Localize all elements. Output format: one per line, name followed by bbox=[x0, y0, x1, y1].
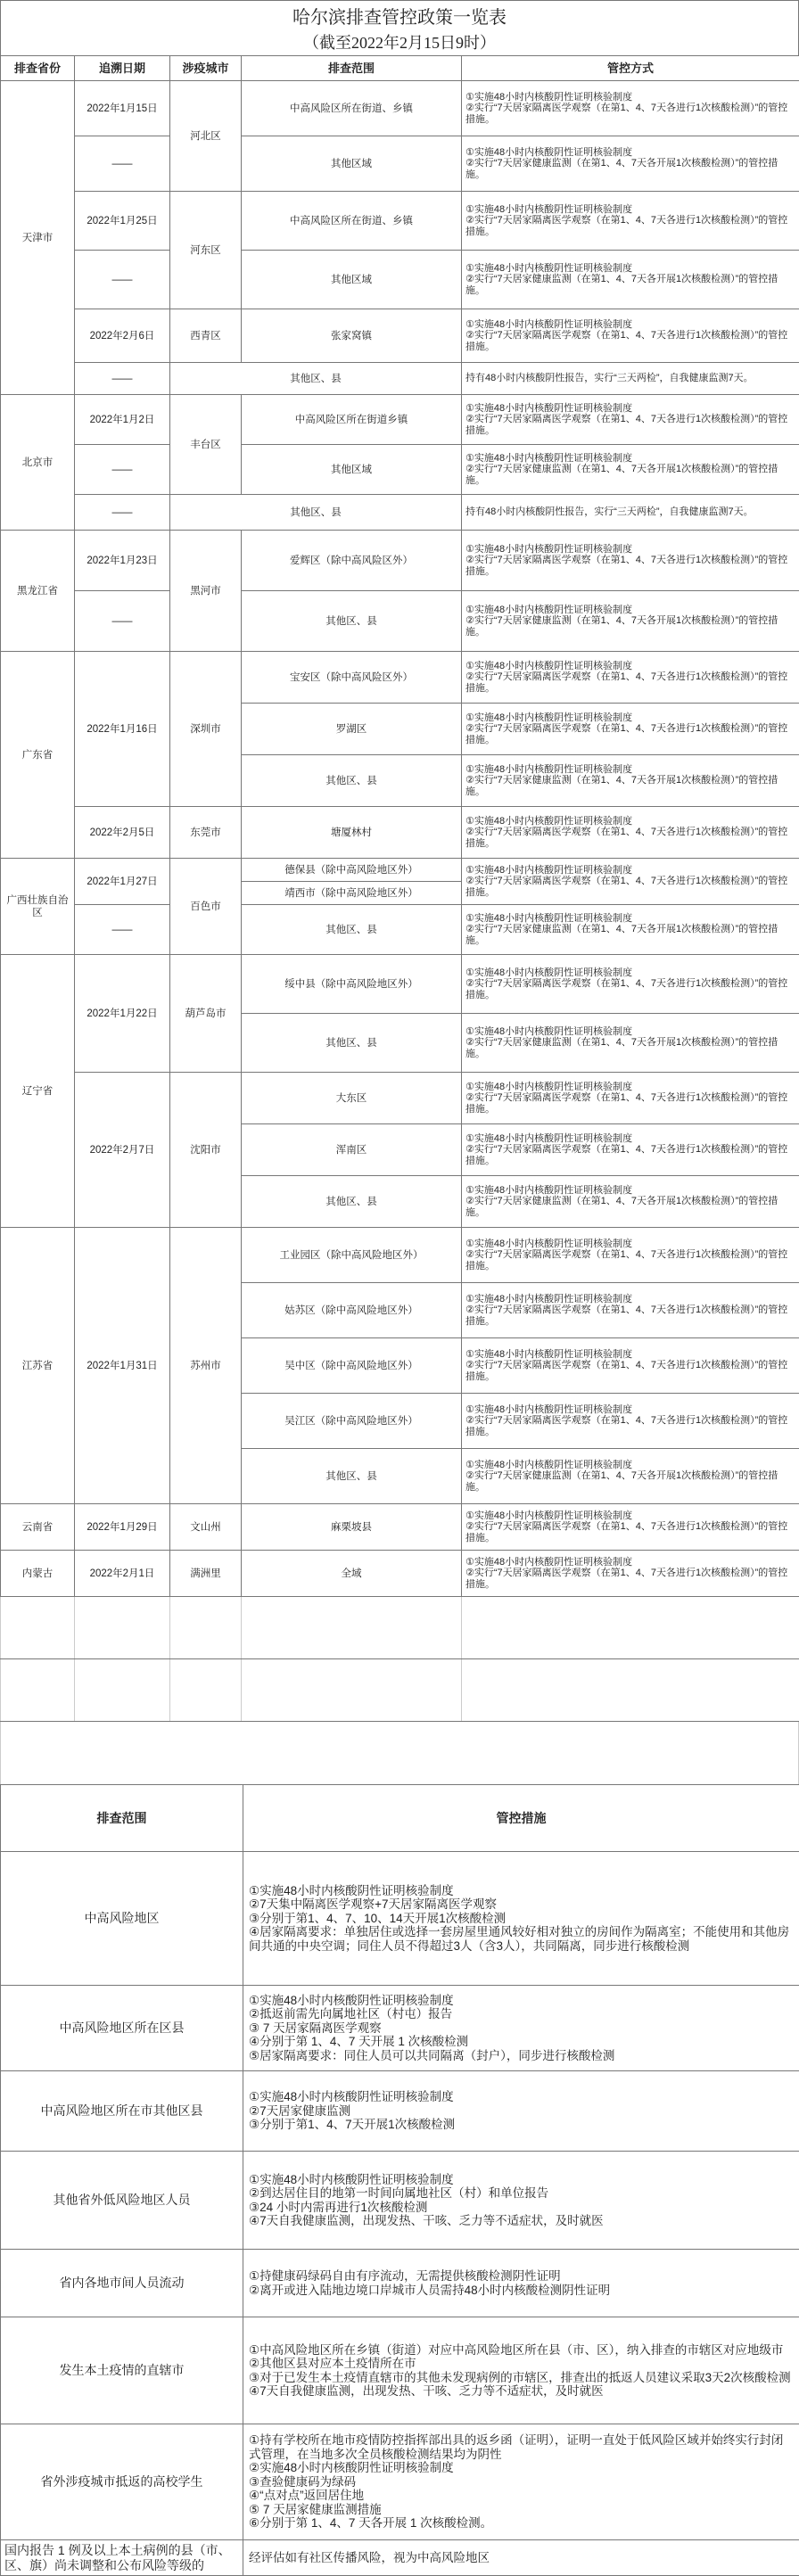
empty-cell bbox=[1, 1597, 75, 1659]
measure-cell bbox=[462, 1504, 799, 1551]
measure-cell bbox=[462, 807, 799, 859]
header-date: 追溯日期 bbox=[75, 56, 170, 81]
measure-text: ①实施48小时内核酸阴性证明核验制度 ②实行“7天居家隔离医学观察（在第1、4、7天各进行1次核酸检测）”的管控措施。 bbox=[465, 1510, 795, 1544]
scope-cell: 张家窝镇 bbox=[242, 309, 462, 363]
city-cell: 西青区 bbox=[170, 309, 242, 363]
date-cell: 2022年1月23日 bbox=[75, 531, 170, 591]
table-row bbox=[1, 1504, 799, 1551]
measure-cell bbox=[243, 2424, 799, 2540]
measure-cell bbox=[243, 2317, 799, 2424]
measure-cell bbox=[462, 136, 799, 192]
scope-cell: 其他区、县 bbox=[170, 363, 462, 395]
empty-cell bbox=[462, 1597, 799, 1659]
header-scope: 排查范围 bbox=[1, 1785, 243, 1852]
measure-cell bbox=[462, 859, 799, 905]
table-row bbox=[1, 81, 799, 136]
measure-cell bbox=[462, 309, 799, 363]
date-cell: 2022年1月16日 bbox=[75, 652, 170, 807]
measure-text: ①实施48小时内核酸阴性证明核验制度 ②实行“7天居家隔离医学观察（在第1、4、7天各进行1次核酸检测）”的管控措施。 bbox=[465, 92, 795, 126]
measure-cell bbox=[462, 1394, 799, 1449]
table-row bbox=[1, 2540, 799, 2576]
table-row bbox=[1, 1551, 799, 1597]
scope-cell: 中高风险区所在街道乡镇 bbox=[242, 395, 462, 445]
table-row bbox=[1, 2317, 799, 2424]
scope-cell: 省外涉疫城市抵返的高校学生 bbox=[1, 2424, 243, 2540]
measure-text: ①实施48小时内核酸阴性证明核验制度 ②实行“7天居家隔离医学观察（在第1、4、7天各进行1次核酸检测）”的管控措施。 bbox=[465, 967, 795, 1001]
scope-cell: 全域 bbox=[242, 1551, 462, 1597]
header-scope: 排查范围 bbox=[242, 56, 462, 81]
empty-row bbox=[1, 1597, 799, 1659]
province-cell: 内蒙古 bbox=[1, 1551, 75, 1597]
scope-cell: 其他区、县 bbox=[242, 755, 462, 807]
measure-cell bbox=[243, 2071, 799, 2152]
measure-text: ①实施48小时内核酸阴性证明核验制度 ②实行“7天居家健康监测（在第1、4、7天各开展1次核酸检测）”的管控措施。 bbox=[465, 1026, 795, 1060]
scope-cell: 其他区域 bbox=[242, 251, 462, 309]
province-cell: 黑龙江省 bbox=[1, 531, 75, 652]
province-cell: 云南省 bbox=[1, 1504, 75, 1551]
header-measures: 管控方式 bbox=[462, 56, 799, 81]
scope-cell: 国内报告 1 例及以上本土病例的县（市、区、旗）尚未调整和公布风险等级的 bbox=[1, 2540, 243, 2576]
table-row bbox=[1, 251, 799, 309]
date-cell: 2022年1月31日 bbox=[75, 1228, 170, 1504]
measure-text: ①实施48小时内核酸阴性证明核验制度 ②实行“7天居家健康监测（在第1、4、7天各开展1次核酸检测）”的管控措施。 bbox=[465, 147, 795, 181]
measure-text: ①实施48小时内核酸阴性证明核验制度 ②实行“7天居家隔离医学观察（在第1、4、7天各进行1次核酸检测）”的管控措施。 bbox=[465, 403, 795, 437]
table-row bbox=[1, 531, 799, 591]
date-cell: —— bbox=[75, 136, 170, 192]
scope-cell: 靖西市（除中高风险地区外） bbox=[242, 882, 462, 905]
measure-cell bbox=[462, 652, 799, 704]
measure-cell bbox=[462, 1014, 799, 1073]
table-row bbox=[1, 859, 799, 882]
measure-text: 持有48小时内核酸阴性报告，实行“三天两检”，自我健康监测7天。 bbox=[465, 373, 795, 384]
measure-cell bbox=[462, 1338, 799, 1394]
measure-text: ①实施48小时内核酸阴性证明核验制度 ②7天集中隔离医学观察+7天居家隔离医学观察 ③分别于第1、4、7、10、14天开展1次核酸检测 ④居家隔离要求：单独居住或选择一套房屋里通风较好相对独立的房间作为隔离室；不能使用和其他房间共通的中央空调；同住人员不得超过3人（含3人），共同隔离，同步进行核酸检测 bbox=[249, 1884, 794, 1954]
scope-cell: 罗湖区 bbox=[242, 704, 462, 755]
city-cell: 葫芦岛市 bbox=[170, 955, 242, 1073]
scope-cell: 其他区、县 bbox=[242, 1014, 462, 1073]
table-row bbox=[1, 807, 799, 859]
province-cell: 广东省 bbox=[1, 652, 75, 859]
scope-cell: 中高风险地区所在区县 bbox=[1, 1986, 243, 2071]
measure-cell bbox=[462, 1176, 799, 1228]
scope-cell: 爱辉区（除中高风险区外） bbox=[242, 531, 462, 591]
spacer bbox=[0, 1722, 799, 1784]
measure-cell bbox=[462, 1283, 799, 1338]
measure-cell bbox=[462, 905, 799, 955]
measure-cell bbox=[243, 2152, 799, 2250]
table-row bbox=[1, 1073, 799, 1124]
measure-text: ①实施48小时内核酸阴性证明核验制度 ②实行“7天居家健康监测（在第1、4、7天各开展1次核酸检测）”的管控措施。 bbox=[465, 913, 795, 947]
scope-cell: 宝安区（除中高风险区外） bbox=[242, 652, 462, 704]
city-cell: 丰台区 bbox=[170, 395, 242, 495]
date-cell: 2022年1月2日 bbox=[75, 395, 170, 445]
measure-cell bbox=[462, 531, 799, 591]
date-cell: —— bbox=[75, 363, 170, 395]
scope-cell: 吴中区（除中高风险地区外） bbox=[242, 1338, 462, 1394]
table-row bbox=[1, 2071, 799, 2152]
scope-cell: 中高风险区所在街道、乡镇 bbox=[242, 81, 462, 136]
city-cell: 黑河市 bbox=[170, 531, 242, 652]
scope-cell: 麻栗坡县 bbox=[242, 1504, 462, 1551]
measure-cell bbox=[462, 955, 799, 1014]
date-cell: —— bbox=[75, 495, 170, 531]
measure-text: ①实施48小时内核酸阴性证明核验制度 ②实行“7天居家隔离医学观察（在第1、4、7天各进行1次核酸检测）”的管控措施。 bbox=[465, 1133, 795, 1167]
empty-cell bbox=[462, 1659, 799, 1722]
table-row bbox=[1, 192, 799, 251]
header-province: 排查省份 bbox=[1, 56, 75, 81]
measure-text: ①中高风险地区所在乡镇（街道）对应中高风险地区所在县（市、区），纳入排查的市辖区对应地级市 ②其他区县对应本土疫情所在市 ③对于已发生本土疫情直辖市的其他未发现病例的市辖区，排查出的抵返人员建议采取3天2次核酸检测 ④7天自我健康监测，出现发热、干咳、乏力等不适症状，及时就医 bbox=[249, 2343, 794, 2399]
measure-text: ①实施48小时内核酸阴性证明核验制度 ②实行“7天居家隔离医学观察（在第1、4、7天各进行1次核酸检测）”的管控措施。 bbox=[465, 204, 795, 238]
measure-text: ①实施48小时内核酸阴性证明核验制度 ②实行“7天居家隔离医学观察（在第1、4、7天各进行1次核酸检测）”的管控措施。 bbox=[465, 661, 795, 695]
measure-text: ①实施48小时内核酸阴性证明核验制度 ②实行“7天居家隔离医学观察（在第1、4、7天各进行1次核酸检测）”的管控措施。 bbox=[465, 712, 795, 746]
measure-cell bbox=[462, 704, 799, 755]
measures-table bbox=[0, 1784, 799, 2576]
table-row bbox=[1, 905, 799, 955]
measure-text: ①实施48小时内核酸阴性证明核验制度 ②实行“7天居家隔离医学观察（在第1、4、7天各进行1次核酸检测）”的管控措施。 bbox=[465, 1404, 795, 1438]
table-row bbox=[1, 1852, 799, 1986]
measure-text: ①持健康码绿码自由有序流动，无需提供核酸检测阴性证明 ②离开或进入陆地边境口岸城市人员需持48小时内核酸检测阴性证明 bbox=[249, 2269, 794, 2297]
table-row bbox=[1, 309, 799, 363]
scope-cell: 吴江区（除中高风险地区外） bbox=[242, 1394, 462, 1449]
measure-cell bbox=[462, 1551, 799, 1597]
empty-row bbox=[1, 1659, 799, 1722]
province-cell: 辽宁省 bbox=[1, 955, 75, 1228]
measure-text: ①实施48小时内核酸阴性证明核验制度 ②实行“7天居家隔离医学观察（在第1、4、7天各进行1次核酸检测）”的管控措施。 bbox=[465, 1239, 795, 1272]
table-row bbox=[1, 2250, 799, 2317]
measure-cell bbox=[462, 192, 799, 251]
measure-text: ①实施48小时内核酸阴性证明核验制度 ②实行“7天居家隔离医学观察（在第1、4、7天各进行1次核酸检测）”的管控措施。 bbox=[465, 865, 795, 899]
date-cell: 2022年1月25日 bbox=[75, 192, 170, 251]
date-cell: 2022年2月5日 bbox=[75, 807, 170, 859]
table-row bbox=[1, 591, 799, 652]
city-cell: 深圳市 bbox=[170, 652, 242, 807]
scope-cell: 其他区、县 bbox=[242, 1449, 462, 1504]
empty-cell bbox=[75, 1597, 170, 1659]
policy-table bbox=[0, 55, 799, 1722]
measure-cell bbox=[462, 395, 799, 445]
province-cell: 天津市 bbox=[1, 81, 75, 395]
title-block bbox=[0, 0, 799, 55]
scope-cell: 其他区域 bbox=[242, 136, 462, 192]
scope-cell: 工业园区（除中高风险地区外） bbox=[242, 1228, 462, 1283]
scope-cell: 姑苏区（除中高风险地区外） bbox=[242, 1283, 462, 1338]
measure-cell bbox=[243, 2250, 799, 2317]
empty-cell bbox=[170, 1659, 242, 1722]
measure-text: ①实施48小时内核酸阴性证明核验制度 ②实行“7天居家健康监测（在第1、4、7天各开展1次核酸检测）”的管控措施。 bbox=[465, 764, 795, 798]
table-row bbox=[1, 2152, 799, 2250]
date-cell: 2022年2月6日 bbox=[75, 309, 170, 363]
table-row bbox=[1, 445, 799, 495]
date-cell: —— bbox=[75, 905, 170, 955]
date-cell: 2022年2月7日 bbox=[75, 1073, 170, 1228]
date-cell: —— bbox=[75, 445, 170, 495]
table-row bbox=[1, 1986, 799, 2071]
measure-text: 经评估如有社区传播风险，视为中高风险地区 bbox=[249, 2551, 794, 2565]
province-cell: 广西壮族自治区 bbox=[1, 859, 75, 955]
scope-cell: 其他区域 bbox=[242, 445, 462, 495]
measure-cell bbox=[462, 1073, 799, 1124]
scope-cell: 浑南区 bbox=[242, 1124, 462, 1176]
date-cell: 2022年2月1日 bbox=[75, 1551, 170, 1597]
empty-cell bbox=[242, 1659, 462, 1722]
province-cell: 北京市 bbox=[1, 395, 75, 531]
table-row bbox=[1, 652, 799, 704]
province-cell: 江苏省 bbox=[1, 1228, 75, 1504]
header-city: 涉疫城市 bbox=[170, 56, 242, 81]
scope-cell: 德保县（除中高风险地区外） bbox=[242, 859, 462, 882]
measure-cell bbox=[462, 1228, 799, 1283]
measure-cell bbox=[462, 591, 799, 652]
measure-cell bbox=[462, 445, 799, 495]
measure-cell bbox=[462, 81, 799, 136]
city-cell: 苏州市 bbox=[170, 1228, 242, 1504]
table-row bbox=[1, 1228, 799, 1283]
empty-cell bbox=[75, 1659, 170, 1722]
scope-cell: 塘厦林村 bbox=[242, 807, 462, 859]
measure-text: ①实施48小时内核酸阴性证明核验制度 ②实行“7天居家隔离医学观察（在第1、4、7天各进行1次核酸检测）”的管控措施。 bbox=[465, 544, 795, 578]
table-row bbox=[1, 495, 799, 531]
scope-cell: 其他区、县 bbox=[242, 1176, 462, 1228]
scope-cell: 其他区、县 bbox=[242, 591, 462, 652]
table-header-row bbox=[1, 56, 799, 81]
date-cell: —— bbox=[75, 251, 170, 309]
measure-cell bbox=[462, 495, 799, 531]
city-cell: 河东区 bbox=[170, 192, 242, 309]
date-cell: 2022年1月29日 bbox=[75, 1504, 170, 1551]
table-row bbox=[1, 955, 799, 1014]
measure-text: ①实施48小时内核酸阴性证明核验制度 ②实行“7天居家健康监测（在第1、4、7天各开展1次核酸检测）”的管控措施。 bbox=[465, 453, 795, 487]
city-cell: 文山州 bbox=[170, 1504, 242, 1551]
measure-text: ①实施48小时内核酸阴性证明核验制度 ②实行“7天居家隔离医学观察（在第1、4、7天各进行1次核酸检测）”的管控措施。 bbox=[465, 1557, 795, 1591]
measure-text: ①实施48小时内核酸阴性证明核验制度 ②实行“7天居家隔离医学观察（在第1、4、7天各进行1次核酸检测）”的管控措施。 bbox=[465, 319, 795, 353]
empty-cell bbox=[170, 1597, 242, 1659]
empty-cell bbox=[242, 1597, 462, 1659]
measure-text: ①实施48小时内核酸阴性证明核验制度 ②实行“7天居家隔离医学观察（在第1、4、7天各进行1次核酸检测）”的管控措施。 bbox=[465, 1082, 795, 1115]
scope-cell: 中高风险地区所在市其他区县 bbox=[1, 2071, 243, 2152]
measure-text: ①实施48小时内核酸阴性证明核验制度 ②实行“7天居家健康监测（在第1、4、7天各开展1次核酸检测）”的管控措施。 bbox=[465, 605, 795, 638]
table-row bbox=[1, 363, 799, 395]
measure-text: ①持有学校所在地市疫情防控指挥部出具的返乡函（证明），证明一直处于低风险区域并始终实行封闭式管理，在当地多次全员核酸检测结果均为阴性 ②实施48小时内核酸阴性证明核验制度 ③查验健康码为绿码 ④“点对点”返回居住地 ⑤ 7 天居家健康监测措施 ⑥分别于第 1、4、7 天各开展 1 次核酸检测。 bbox=[249, 2433, 794, 2531]
table-row bbox=[1, 2424, 799, 2540]
scope-cell: 其他区、县 bbox=[170, 495, 462, 531]
measure-text: ①实施48小时内核酸阴性证明核验制度 ②抵返前需先向属地社区（村屯）报告 ③ 7 天居家隔离医学观察 ④分别于第 1、4、7 天开展 1 次核酸检测 ⑤居家隔离要求：同住人员可以共同隔离（封户），同步进行核酸检测 bbox=[249, 1994, 794, 2063]
measure-text: ①实施48小时内核酸阴性证明核验制度 ②7天居家健康监测 ③分别于第1、4、7天开展1次核酸检测 bbox=[249, 2090, 794, 2132]
scope-cell: 其他区、县 bbox=[242, 905, 462, 955]
measure-cell bbox=[243, 2540, 799, 2576]
empty-cell bbox=[1, 1659, 75, 1722]
measure-text: ①实施48小时内核酸阴性证明核验制度 ②实行“7天居家健康监测（在第1、4、7天各开展1次核酸检测）”的管控措施。 bbox=[465, 263, 795, 297]
scope-cell: 发生本土疫情的直辖市 bbox=[1, 2317, 243, 2424]
city-cell: 沈阳市 bbox=[170, 1073, 242, 1228]
scope-cell: 绥中县（除中高风险地区外） bbox=[242, 955, 462, 1014]
header-measures: 管控措施 bbox=[243, 1785, 799, 1852]
measure-text: ①实施48小时内核酸阴性证明核验制度 ②实行“7天居家健康监测（在第1、4、7天各开展1次核酸检测）”的管控措施。 bbox=[465, 1460, 795, 1494]
table-header-row bbox=[1, 1785, 799, 1852]
scope-cell: 其他省外低风险地区人员 bbox=[1, 2152, 243, 2250]
measure-text: 持有48小时内核酸阴性报告，实行“三天两检”，自我健康监测7天。 bbox=[465, 506, 795, 518]
measure-cell bbox=[462, 363, 799, 395]
measure-cell bbox=[462, 251, 799, 309]
measure-cell bbox=[243, 1852, 799, 1986]
city-cell: 满洲里 bbox=[170, 1551, 242, 1597]
city-cell: 河北区 bbox=[170, 81, 242, 192]
measure-text: ①实施48小时内核酸阴性证明核验制度 ②实行“7天居家隔离医学观察（在第1、4、7天各进行1次核酸检测）”的管控措施。 bbox=[465, 1349, 795, 1383]
measure-cell bbox=[243, 1986, 799, 2071]
scope-cell: 大东区 bbox=[242, 1073, 462, 1124]
city-cell: 百色市 bbox=[170, 859, 242, 955]
date-cell: 2022年1月27日 bbox=[75, 859, 170, 905]
date-cell: 2022年1月22日 bbox=[75, 955, 170, 1073]
measure-text: ①实施48小时内核酸阴性证明核验制度 ②到达居住目的地第一时间向属地社区（村）和单位报告 ③24 小时内需再进行1次核酸检测 ④7天自我健康监测，出现发热、干咳、乏力等不适症状，及时就医 bbox=[249, 2173, 794, 2228]
scope-cell: 中高风险区所在街道、乡镇 bbox=[242, 192, 462, 251]
date-cell: —— bbox=[75, 591, 170, 652]
measure-cell bbox=[462, 1449, 799, 1504]
scope-cell: 省内各地市间人员流动 bbox=[1, 2250, 243, 2317]
page-title: 哈尔滨排查管控政策一览表 bbox=[1, 1, 798, 31]
table-row bbox=[1, 136, 799, 192]
date-cell: 2022年1月15日 bbox=[75, 81, 170, 136]
measure-text: ①实施48小时内核酸阴性证明核验制度 ②实行“7天居家隔离医学观察（在第1、4、7天各进行1次核酸检测）”的管控措施。 bbox=[465, 816, 795, 850]
page-subtitle: （截至2022年2月15日9时） bbox=[1, 31, 798, 54]
measure-text: ①实施48小时内核酸阴性证明核验制度 ②实行“7天居家健康监测（在第1、4、7天各开展1次核酸检测）”的管控措施。 bbox=[465, 1185, 795, 1219]
scope-cell: 中高风险地区 bbox=[1, 1852, 243, 1986]
measure-text: ①实施48小时内核酸阴性证明核验制度 ②实行“7天居家隔离医学观察（在第1、4、7天各进行1次核酸检测）”的管控措施。 bbox=[465, 1294, 795, 1328]
table-row bbox=[1, 395, 799, 445]
measure-cell bbox=[462, 1124, 799, 1176]
city-cell: 东莞市 bbox=[170, 807, 242, 859]
measure-cell bbox=[462, 755, 799, 807]
